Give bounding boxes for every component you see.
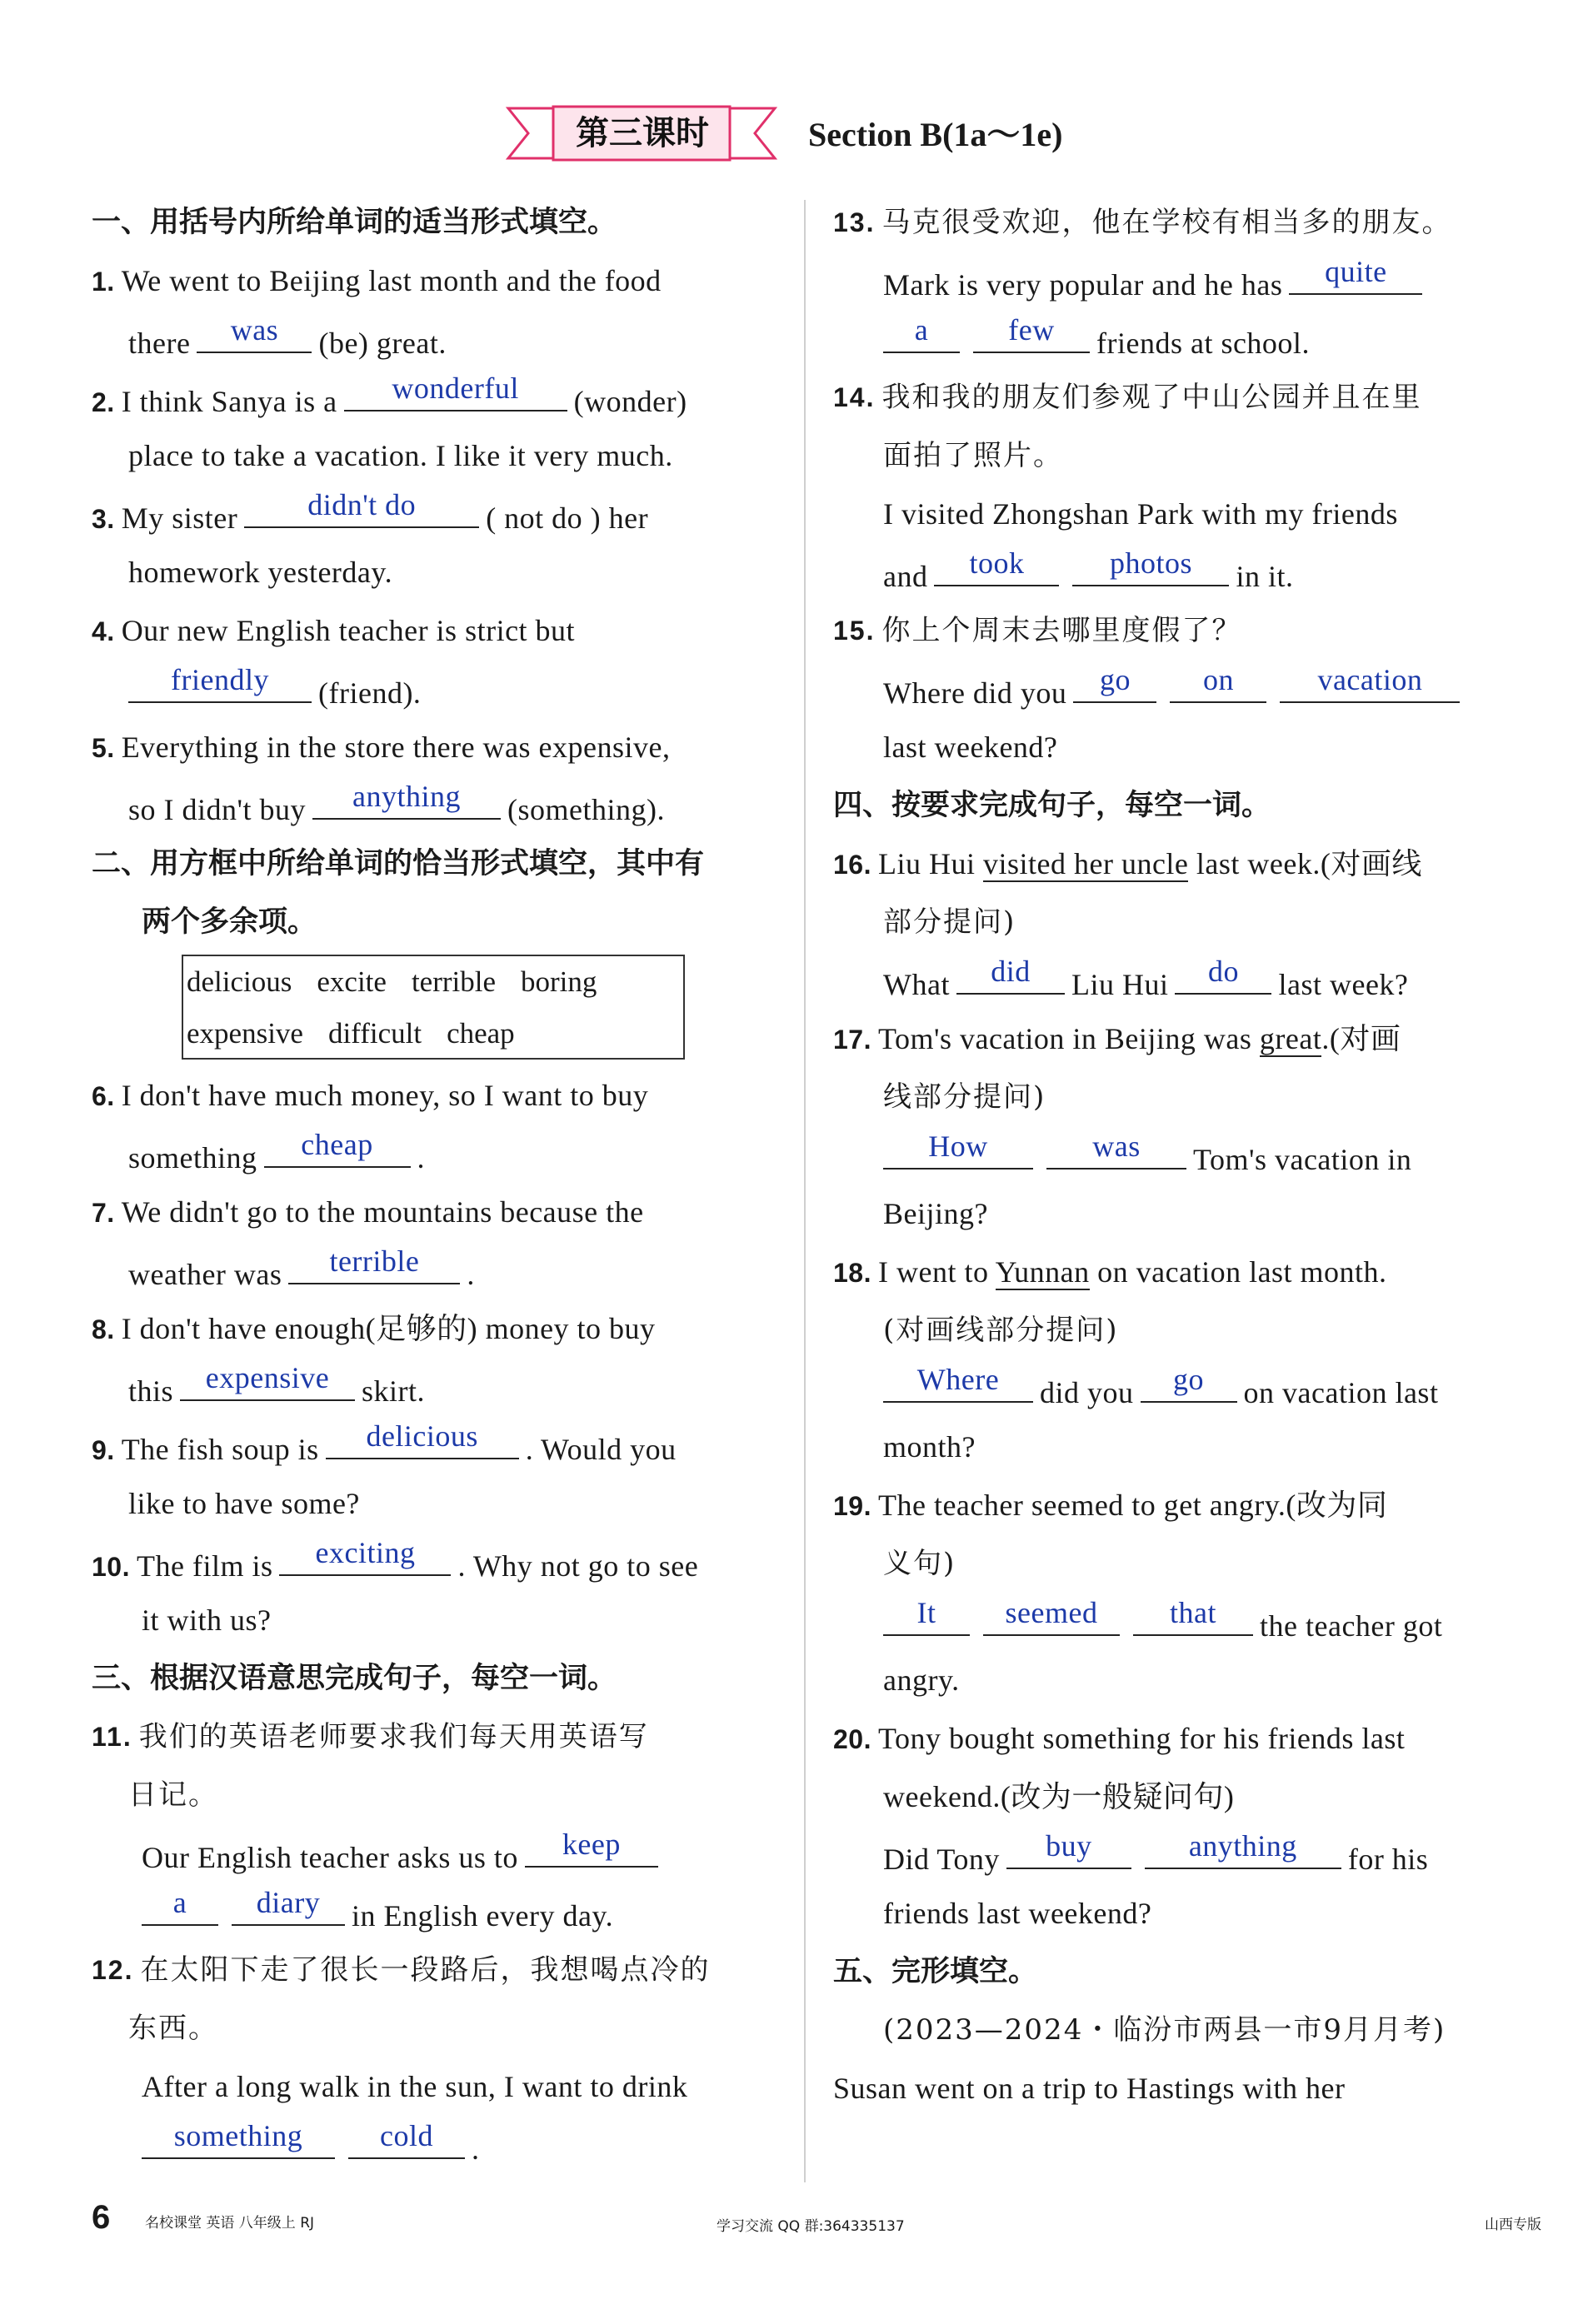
q11-line2: a diary in English every day.: [92, 1883, 783, 1941]
q16-blank1[interactable]: did: [956, 951, 1065, 995]
q2-line1: 2. I think Sanya is a wonderful (wonder): [92, 368, 783, 426]
q15-line2: last weekend?: [883, 731, 1058, 764]
part1-heading: 一、用括号内所给单词的适当形式填空。: [92, 205, 617, 239]
left-column: [92, 193, 783, 2174]
footer-qq-group: 学习交流 QQ 群:364335137: [717, 2218, 905, 2235]
lesson-header: [500, 98, 1133, 170]
q1-line2: there was (be) great.: [92, 310, 783, 368]
q10-line1: 10. The film is exciting . Why not go to see: [92, 1533, 783, 1591]
q5-blank[interactable]: anything: [312, 776, 501, 820]
q20-line4: friends last weekend?: [883, 1897, 1152, 1930]
word-item: difficult: [327, 1017, 422, 1050]
q15-line1: Where did you go on vacation: [833, 660, 1533, 718]
page-number: 6: [92, 2199, 111, 2236]
q9-blank[interactable]: delicious: [326, 1416, 519, 1459]
q19-blank2[interactable]: seemed: [983, 1593, 1120, 1636]
q4-line2: friendly (friend).: [92, 660, 783, 718]
q9-line1: 9. The fish soup is delicious . Would you: [92, 1416, 783, 1474]
q17-line2: 线部分提问): [883, 1080, 1046, 1114]
q2-line2: place to take a vacation. I like it very much.: [128, 439, 673, 472]
q5-line1: 5. Everything in the store there was expensive,: [92, 731, 671, 764]
word-item: cheap: [447, 1017, 515, 1050]
word-box-row1: [187, 956, 680, 1008]
q13-blank1[interactable]: quite: [1289, 252, 1422, 295]
q11-blank1[interactable]: keep: [525, 1824, 658, 1868]
word-box-row2: [187, 1008, 680, 1060]
q5-line2: so I didn't buy anything (something).: [92, 776, 783, 835]
q3-blank[interactable]: didn't do: [244, 485, 479, 528]
q8-blank[interactable]: expensive: [180, 1358, 355, 1401]
q2-blank[interactable]: wonderful: [344, 368, 567, 411]
q11-zh2: 日记。: [128, 1778, 218, 1812]
q18-underlined: Yunnan: [995, 1255, 1090, 1289]
q20-line3: Did Tony buy anything for his: [833, 1826, 1533, 1884]
q19-blank3[interactable]: that: [1133, 1593, 1253, 1636]
q18-line2: (对画线部分提问): [883, 1314, 1119, 1347]
q15-blank1[interactable]: go: [1073, 660, 1156, 703]
q13-zh: 13. 马克很受欢迎，他在学校有相当多的朋友。: [833, 206, 1452, 239]
q13-blank3[interactable]: few: [973, 310, 1090, 353]
q16-underlined: visited her uncle: [982, 847, 1189, 880]
section-title: Section B(1a～1e): [808, 116, 1063, 153]
right-column: [833, 193, 1533, 2117]
word-item: terrible: [411, 965, 496, 998]
word-box: [182, 955, 685, 1060]
q12-zh1: 12. 在太阳下走了很长一段路后，我想喝点冷的: [92, 1953, 711, 1987]
q14-blank1[interactable]: took: [934, 543, 1059, 586]
q4-blank[interactable]: friendly: [128, 660, 312, 703]
part5-text: Susan went on a trip to Hastings with her: [833, 2072, 1346, 2105]
q8-line2: this expensive skirt.: [92, 1358, 783, 1416]
q20-blank2[interactable]: anything: [1145, 1826, 1341, 1869]
part2-heading-b: 两个多余项。: [142, 905, 317, 939]
q11-zh1: 11. 我们的英语老师要求我们每天用英语写: [92, 1720, 649, 1753]
page-footer: [92, 2199, 1541, 2249]
q11-blank3[interactable]: diary: [232, 1883, 345, 1926]
word-item: expensive: [187, 1017, 303, 1050]
q9-line2: like to have some?: [128, 1487, 360, 1520]
column-divider: [804, 200, 806, 2182]
q17-line1: 17. Tom's vacation in Beijing was great.(对画: [833, 1022, 1401, 1055]
q20-line1: 20. Tony bought something for his friends last: [833, 1722, 1406, 1755]
q19-line3: It seemed that the teacher got: [833, 1593, 1533, 1651]
q17-underlined: great: [1259, 1022, 1322, 1055]
q1-line1: 1. We went to Beijing last month and the food: [92, 264, 662, 297]
q17-blank1[interactable]: How: [883, 1126, 1033, 1169]
part2-heading-a: 二、用方框中所给单词的恰当形式填空，其中有: [92, 846, 705, 880]
q16-line3: What did Liu Hui do last week?: [833, 951, 1533, 1010]
part5-source: (2023—2024・临汾市两县一市9月月考): [883, 2013, 1446, 2047]
q14-zh2: 面拍了照片。: [883, 439, 1063, 472]
q14-blank2[interactable]: photos: [1072, 543, 1229, 586]
q15-blank3[interactable]: vacation: [1280, 660, 1460, 703]
q10-blank[interactable]: exciting: [279, 1533, 451, 1576]
word-item: excite: [317, 965, 387, 998]
part4-heading: 四、按要求完成句子，每空一词。: [833, 788, 1271, 822]
q17-line4: Beijing?: [883, 1197, 988, 1230]
q6-line2: something cheap .: [92, 1125, 783, 1183]
q12-line1: After a long walk in the sun, I want to drink: [142, 2070, 688, 2103]
q14-zh1: 14. 我和我的朋友们参观了中山公园并且在里: [833, 381, 1422, 414]
q17-line3: How was Tom's vacation in: [833, 1126, 1533, 1184]
q3-line2: homework yesterday.: [128, 556, 393, 589]
q18-line4: month?: [883, 1430, 976, 1464]
q18-line1: 18. I went to Yunnan on vacation last month.: [833, 1255, 1387, 1289]
q15-blank2[interactable]: on: [1170, 660, 1266, 703]
q6-line1: 6. I don't have much money, so I want to buy: [92, 1079, 649, 1112]
q17-blank2[interactable]: was: [1046, 1126, 1186, 1169]
q20-line2: weekend.(改为一般疑问句): [883, 1780, 1235, 1813]
q13-blank2[interactable]: a: [883, 310, 960, 353]
q18-blank1[interactable]: Where: [883, 1359, 1033, 1403]
q3-line1: 3. My sister didn't do ( not do ) her: [92, 485, 783, 543]
q19-line2: 义句): [883, 1547, 956, 1580]
q7-line2: weather was terrible .: [92, 1241, 783, 1299]
q10-line2: it with us?: [142, 1603, 272, 1637]
q14-line1: I visited Zhongshan Park with my friends: [883, 497, 1398, 531]
q13-line1: Mark is very popular and he has quite: [833, 252, 1533, 310]
q16-line2: 部分提问): [883, 905, 1016, 939]
word-item: delicious: [187, 965, 292, 998]
q8-line1: 8. I don't have enough(足够的) money to buy: [92, 1312, 656, 1345]
q18-line3: Where did you go on vacation last: [833, 1359, 1533, 1418]
q18-blank2[interactable]: go: [1141, 1359, 1237, 1403]
q4-line1: 4. Our new English teacher is strict but: [92, 614, 576, 647]
word-item: boring: [521, 965, 597, 998]
part3-heading: 三、根据汉语意思完成句子，每空一词。: [92, 1661, 617, 1695]
part5-heading: 五、完形填空。: [833, 1954, 1038, 1988]
q12-blank1[interactable]: something: [142, 2116, 335, 2159]
q19-line4: angry.: [883, 1663, 960, 1697]
q13-line2: a few friends at school.: [833, 310, 1533, 368]
q12-blank2[interactable]: cold: [348, 2116, 465, 2159]
q15-zh: 15. 你上个周末去哪里度假了？: [833, 614, 1242, 647]
footer-book-info: 名校课堂 英语 八年级上 RJ: [145, 2215, 315, 2232]
q20-blank1[interactable]: buy: [1006, 1826, 1131, 1869]
q11-blank2[interactable]: a: [142, 1883, 218, 1926]
q19-line1: 19. The teacher seemed to get angry.(改为同: [833, 1489, 1388, 1522]
q12-line2: something cold .: [92, 2116, 783, 2174]
q6-blank[interactable]: cheap: [264, 1125, 411, 1168]
q16-line1: 16. Liu Hui visited her uncle last week.(对画线: [833, 847, 1422, 880]
q12-zh2: 东西。: [128, 2012, 218, 2045]
q16-blank2[interactable]: do: [1175, 951, 1271, 995]
q14-line2: and took photos in it.: [833, 543, 1533, 601]
q7-blank[interactable]: terrible: [288, 1241, 460, 1284]
q7-line1: 7. We didn't go to the mountains because the: [92, 1195, 644, 1229]
q19-blank1[interactable]: It: [883, 1593, 970, 1636]
q11-line1: Our English teacher asks us to keep: [92, 1824, 783, 1883]
lesson-banner: [500, 103, 783, 163]
lesson-label: 第三课时: [576, 113, 709, 152]
q1-blank[interactable]: was: [197, 310, 312, 353]
footer-edition: 山西专版: [1485, 2217, 1541, 2233]
